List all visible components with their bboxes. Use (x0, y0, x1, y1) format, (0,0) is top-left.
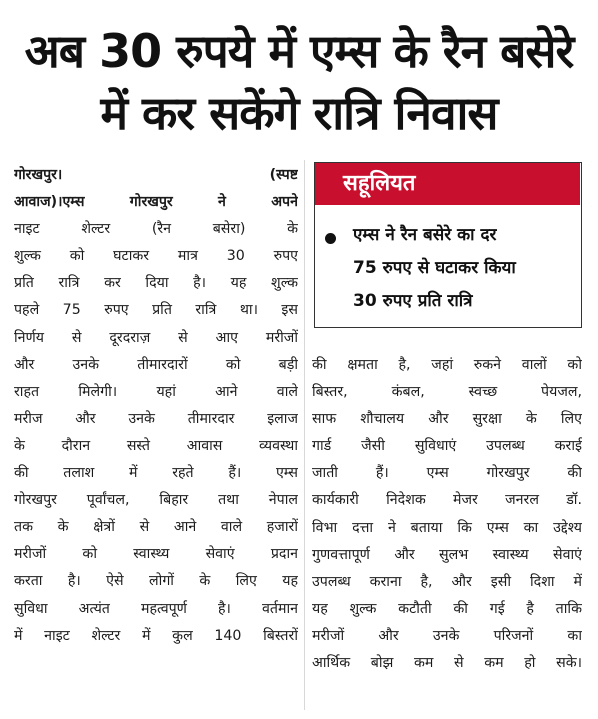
article-line: गोरखपुर पूर्वांचल, बिहार तथा नेपाल (14, 492, 298, 509)
article-line: आर्थिक बोझ कम से कम हो सके। (312, 655, 582, 672)
article-line: सुविधा अत्यंत महत्वपूर्ण है। वर्तमान (14, 600, 298, 617)
article-line: नाइट शेल्टर (रैन बसेरा) के (14, 221, 298, 238)
article-line: करता है। ऐसे लोगों के लिए यह (14, 573, 298, 590)
article-line: में नाइट शेल्टर में कुल 140 बिस्तरों (14, 627, 298, 644)
headline-line-1: अब 30 रुपये में एम्स के रैन बसेरे (24, 24, 574, 78)
article-line: विभा दत्ता ने बताया कि एम्स का उद्देश्य (312, 519, 582, 536)
highlight-line: 30 रुपए प्रति रात्रि (353, 291, 473, 311)
article-line: आवाज)।एम्स गोरखपुर ने अपने (14, 194, 298, 211)
article-line: साफ शौचालय और सुरक्षा के लिए (312, 411, 582, 428)
article-line: मरीज और उनके तीमारदार इलाज (14, 410, 298, 427)
highlight-box (314, 162, 582, 328)
article-line: की तलाश में रहते हैं। एम्स (14, 465, 298, 482)
article-line: और उनके तीमारदारों को बड़ी (14, 356, 298, 373)
page-top-edge (0, 0, 598, 6)
headline (0, 20, 598, 144)
dateline: गोरखपुर। (14, 167, 63, 183)
article-line: गुणवत्तापूर्ण और सुलभ स्वास्थ्य सेवाएं (312, 546, 582, 563)
byline: (स्पष्ट (269, 167, 298, 183)
article-line: उपलब्ध कराना है, और इसी दिशा में (312, 573, 582, 590)
article-line: जाती हैं। एम्स गोरखपुर की (312, 465, 582, 482)
article-line: प्रति रात्रि कर दिया है। यह शुल्क (14, 275, 298, 292)
article-line: बिस्तर, कंबल, स्वच्छ पेयजल, (312, 384, 582, 401)
bullet-icon (325, 233, 336, 244)
article-line: यह शुल्क कटौती की गई है ताकि (312, 600, 582, 617)
article-line: मरीजों और उनके परिजनों का (312, 627, 582, 644)
article-line: शुल्क को घटाकर मात्र 30 रुपए (14, 248, 298, 265)
article-line: गार्ड जैसी सुविधाएं उपलब्ध कराई (312, 438, 582, 455)
article-column-right (312, 352, 582, 677)
highlight-line: 75 रुपए से घटाकर किया (353, 258, 516, 278)
article-line: मरीजों को स्वास्थ्य सेवाएं प्रदान (14, 546, 298, 563)
headline-line-2: में कर सकेंगे रात्रि निवास (100, 86, 498, 140)
article-line: की क्षमता है, जहां रुकने वालों को (312, 357, 582, 373)
highlight-line: एम्स ने रैन बसेरे का दर (353, 225, 497, 245)
highlight-header (315, 163, 580, 205)
article-line: कार्यकारी निदेशक मेजर जनरल डॉ. (312, 492, 582, 509)
article-line: राहत मिलेगी। यहां आने वाले (14, 383, 298, 400)
article-column-left (14, 162, 298, 650)
article-line: के दौरान सस्ते आवास व्यवस्था (14, 437, 298, 454)
article-line: निर्णय से दूरदराज़ से आए मरीजों (14, 329, 298, 346)
article-line: तक के क्षेत्रों से आने वाले हजारों (14, 519, 298, 536)
column-divider (304, 160, 305, 710)
highlight-text (353, 219, 578, 318)
article-line: पहले 75 रुपए प्रति रात्रि था। इस (14, 302, 298, 319)
highlight-label: सहूलियत (343, 171, 416, 196)
dateline-row (14, 162, 298, 189)
